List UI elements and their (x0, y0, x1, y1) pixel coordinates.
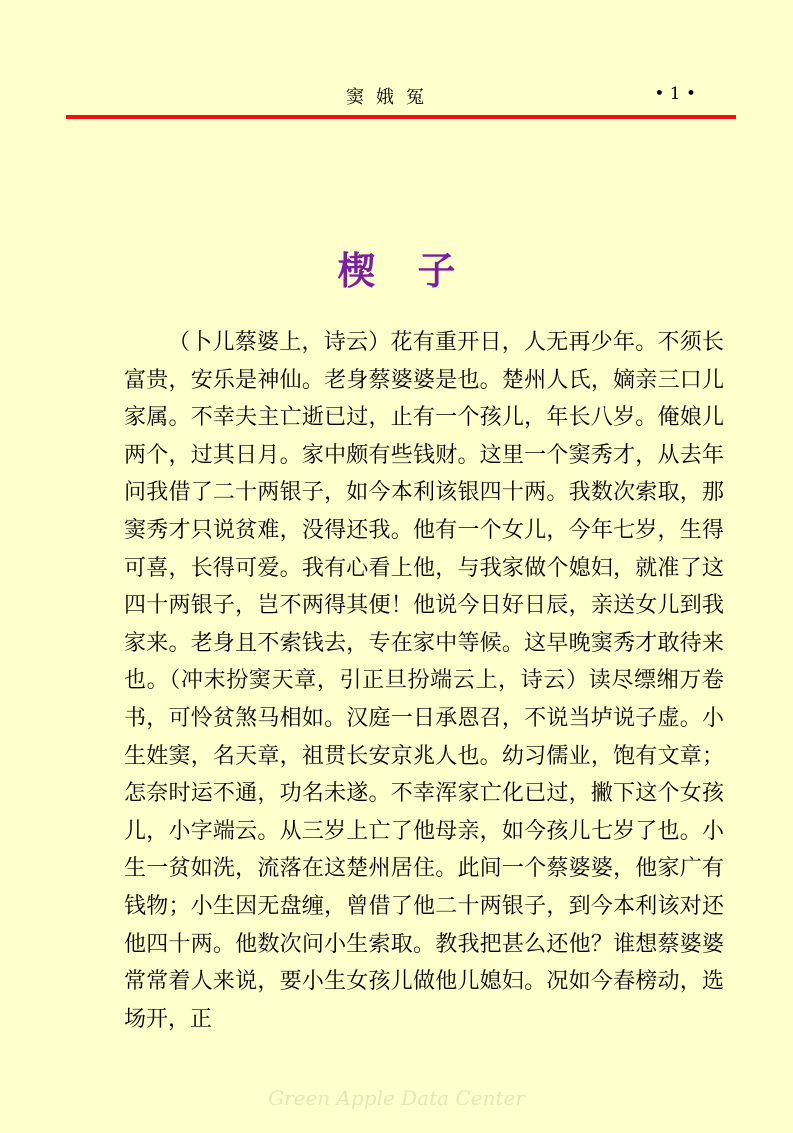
page-number: • 1 • (654, 84, 696, 104)
body-paragraph: （卜儿蔡婆上，诗云）花有重开日，人无再少年。不须长富贵，安乐是神仙。老身蔡婆婆是也。楚州人氏，嫡亲三口儿家属。不幸夫主亡逝已过，止有一个孩儿，年长八岁。俺娘儿两个，过其日月。家中颇有些钱财。这里一个窦秀才，从去年问我借了二十两银子，如今本利该银四十两。我数次索取，那窦秀才只说贫难，没得还我。他有一个女儿，今年七岁，生得可喜，长得可爱。我有心看上他，与我家做个媳妇，就准了这四十两银子，岂不两得其便！他说今日好日辰，亲送女儿到我家来。老身且不索钱去，专在家中等候。这早晚窦秀才敢待来也。（冲末扮窦天章，引正旦扮端云上，诗云）读尽缥缃万卷书，可怜贫煞马相如。汉庭一日承恩召，不说当垆说子虚。小生姓窦，名天章，祖贯长安京兆人也。幼习儒业，饱有文章；怎奈时运不通，功名未遂。不幸浑家亡化已过，撇下这个女孩儿，小字端云。从三岁上亡了他母亲，如今孩儿七岁了也。小生一贫如洗，流落在这楚州居住。此间一个蔡婆婆，他家广有钱物；小生因无盘缠，曾借了他二十两银子，到今本利该对还他四十两。他数次问小生索取。教我把甚么还他？谁想蔡婆婆常常着人来说，要小生女孩儿做他儿媳妇。况如今春榜动，选场开，正 (124, 330, 724, 1032)
page-header (66, 78, 736, 108)
watermark: Green Apple Data Center (268, 1086, 525, 1110)
body-text (124, 324, 724, 1038)
chapter-title: 楔子 (337, 249, 498, 293)
running-title: 窦娥冤 (346, 87, 436, 108)
header-rule (66, 115, 736, 119)
